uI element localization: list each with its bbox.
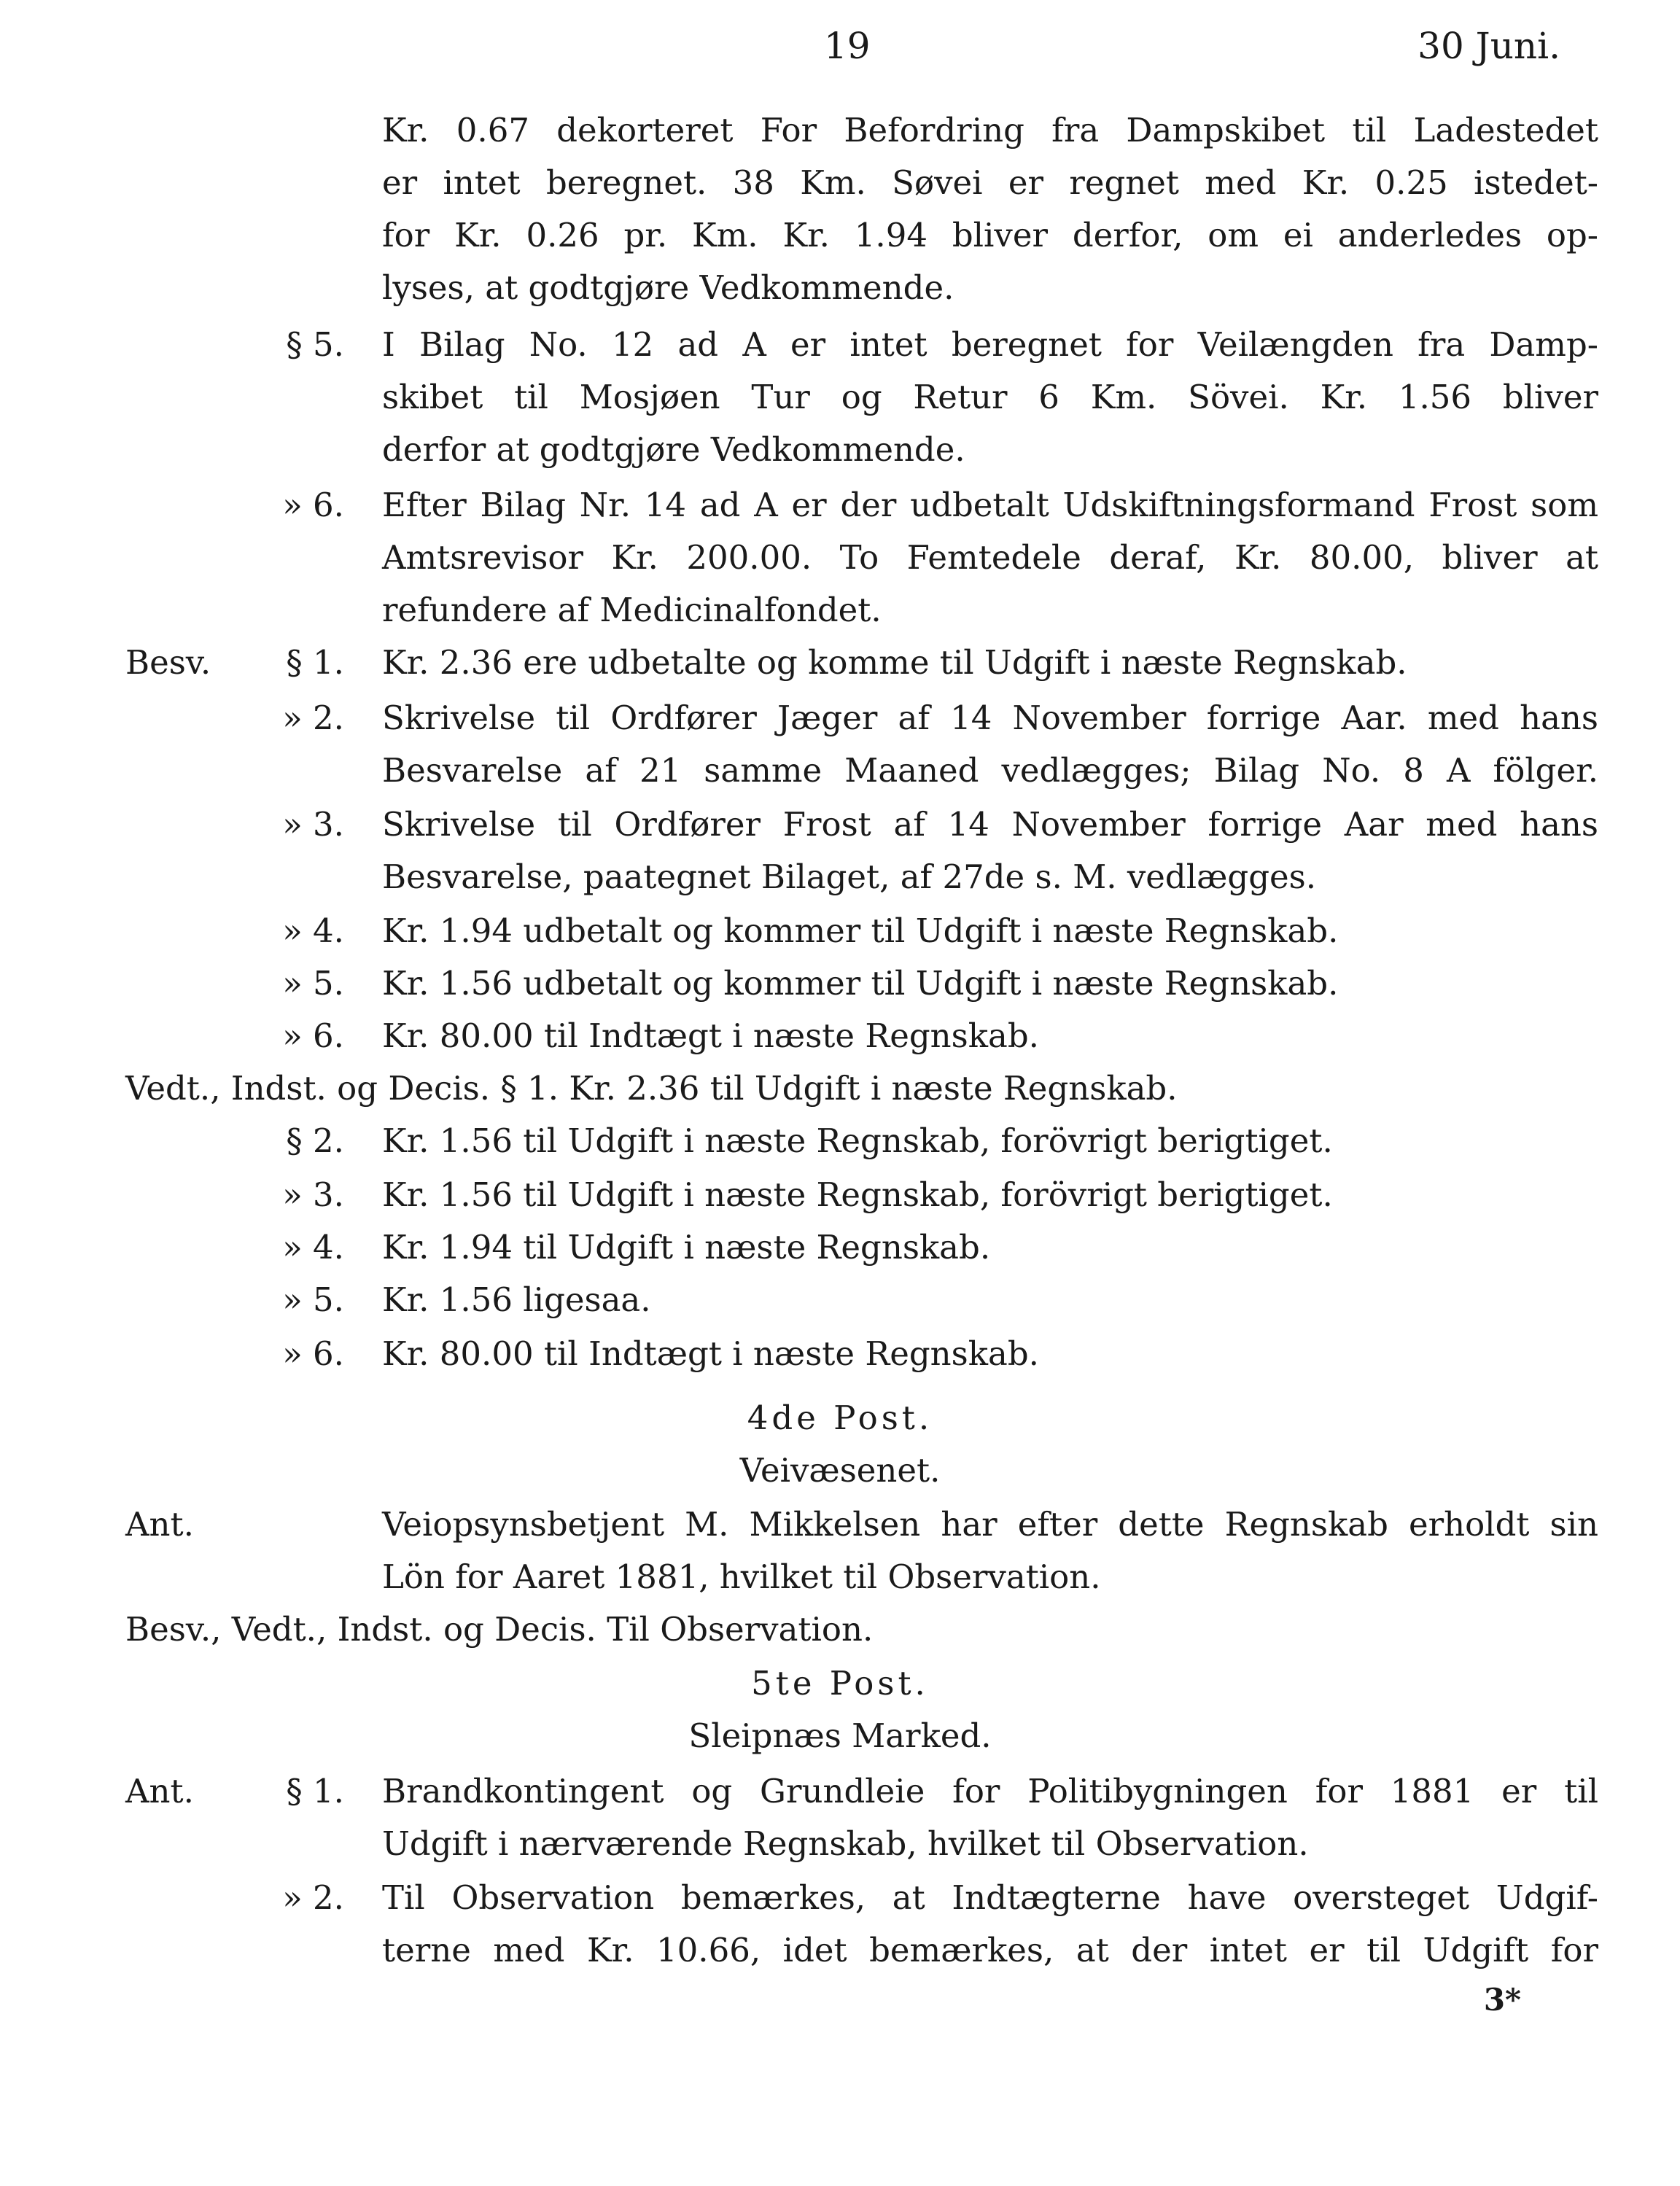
line-text: Kr. 0.67 dekorteret For Befordring fra Dampskibet til Ladestedet (382, 111, 1598, 149)
paragraph-marker: § 2. (286, 1121, 344, 1160)
text-line (0, 156, 1680, 209)
text-line (0, 261, 1680, 314)
line-text: Udgift i nærværende Regnskab, hvilket til Observation. (382, 1824, 1309, 1863)
text-line (0, 957, 1680, 1010)
section-heading: 5te Post. (751, 1664, 929, 1703)
text-line (0, 318, 1680, 371)
text-line (0, 104, 1680, 157)
text-line (0, 531, 1680, 584)
text-line (0, 1603, 1680, 1656)
line-text: refundere af Medicinalfondet. (382, 591, 882, 629)
paragraph-marker: » 3. (282, 1175, 344, 1214)
line-text: Kr. 1.56 til Udgift i næste Regnskab, forövrigt berigtiget. (382, 1175, 1333, 1214)
margin-label: Ant. (125, 1505, 194, 1544)
line-text: Besvarelse af 21 samme Maaned vedlægges; Bilag No. 8 A fölger. (382, 751, 1598, 790)
paragraph-marker: » 4. (282, 911, 344, 950)
line-text: Kr. 1.94 til Udgift i næste Regnskab. (382, 1228, 991, 1267)
line-text: Veiopsynsbetjent M. Mikkelsen har efter dette Regnskab erholdt sin (382, 1505, 1598, 1544)
text-line (0, 1327, 1680, 1380)
text-line (0, 583, 1680, 637)
line-text: Kr. 1.56 til Udgift i næste Regnskab, forövrigt berigtiget. (382, 1121, 1333, 1160)
line-text: Lön for Aaret 1881, hvilket til Observation. (382, 1557, 1101, 1596)
text-line (0, 1009, 1680, 1062)
section-heading: Sleipnæs Marked. (688, 1716, 992, 1755)
paragraph-marker: » 5. (282, 964, 344, 1003)
paragraph-marker: » 2. (282, 1878, 344, 1917)
text-line (0, 1709, 1680, 1762)
text-line (0, 423, 1680, 476)
text-line (0, 1924, 1680, 1977)
text-line (0, 1498, 1680, 1551)
text-line (0, 691, 1680, 744)
line-text: Kr. 80.00 til Indtægt i næste Regnskab. (382, 1334, 1039, 1373)
page-date: 30 Juni. (1418, 25, 1560, 67)
line-text: Kr. 1.56 ligesaa. (382, 1280, 651, 1319)
text-line (0, 1550, 1680, 1603)
text-line (0, 1221, 1680, 1274)
paragraph-marker: » 4. (282, 1228, 344, 1267)
text-line (0, 904, 1680, 957)
line-text: Skrivelse til Ordfører Jæger af 14 November forrige Aar. med hans (382, 699, 1598, 737)
paragraph-marker: § 5. (286, 325, 344, 364)
line-text: Efter Bilag Nr. 14 ad A er der udbetalt Udskiftningsformand Frost som (382, 486, 1598, 524)
signature-mark: 3* (1483, 1982, 1521, 2018)
margin-label: Besv. (125, 643, 211, 682)
margin-label: Ant. (125, 1772, 194, 1810)
text-line (0, 1168, 1680, 1221)
line-text: Skrivelse til Ordfører Frost af 14 November forrige Aar med hans (382, 805, 1598, 844)
section-heading: Veivæsenet. (739, 1451, 941, 1490)
line-text: Kr. 1.94 udbetalt og kommer til Udgift i næste Regnskab. (382, 911, 1339, 950)
line-text: Amtsrevisor Kr. 200.00. To Femtedele deraf, Kr. 80.00, bliver at (382, 538, 1598, 577)
text-line (0, 1765, 1680, 1818)
paragraph-marker: » 6. (282, 1016, 344, 1055)
text-line (0, 1114, 1680, 1167)
text-line (0, 1817, 1680, 1870)
resolution-line: Vedt., Indst. og Decis. § 1. Kr. 2.36 til Udgift i næste Regnskab. (125, 1069, 1178, 1108)
paragraph-marker: » 6. (282, 1334, 344, 1373)
paragraph-marker: § 1. (286, 643, 344, 682)
text-line (0, 850, 1680, 903)
text-line (0, 1273, 1680, 1326)
line-text: for Kr. 0.26 pr. Km. Kr. 1.94 bliver derfor, om ei anderledes op- (382, 216, 1598, 254)
text-line (0, 1391, 1680, 1444)
text-line (0, 636, 1680, 689)
page-number: 19 (824, 25, 871, 67)
paragraph-marker: » 5. (282, 1280, 344, 1319)
line-text: Besvarelse, paategnet Bilaget, af 27de s. M. vedlægges. (382, 857, 1317, 896)
line-text: Kr. 1.56 udbetalt og kommer til Udgift i næste Regnskab. (382, 964, 1339, 1003)
text-line (0, 744, 1680, 797)
text-line (0, 478, 1680, 532)
line-text: skibet til Mosjøen Tur og Retur 6 Km. Sövei. Kr. 1.56 bliver (382, 378, 1598, 416)
line-text: er intet beregnet. 38 Km. Søvei er regnet med Kr. 0.25 istedet- (382, 163, 1598, 202)
line-text: Til Observation bemærkes, at Indtægterne have oversteget Udgif- (382, 1878, 1598, 1917)
text-line (0, 1657, 1680, 1710)
text-line (0, 1444, 1680, 1497)
text-line (0, 209, 1680, 262)
resolution-line: Besv., Vedt., Indst. og Decis. Til Observation. (125, 1610, 874, 1649)
text-line (0, 1062, 1680, 1115)
line-text: Brandkontingent og Grundleie for Politibygningen for 1881 er til (382, 1772, 1598, 1810)
line-text: Kr. 2.36 ere udbetalte og komme til Udgift i næste Regnskab. (382, 643, 1407, 682)
text-line (0, 370, 1680, 424)
text-line (0, 1871, 1680, 1924)
line-text: terne med Kr. 10.66, idet bemærkes, at der intet er til Udgift for (382, 1931, 1598, 1969)
line-text: I Bilag No. 12 ad A er intet beregnet for Veilængden fra Damp- (382, 325, 1598, 364)
section-heading: 4de Post. (747, 1399, 933, 1437)
text-line (0, 798, 1680, 851)
line-text: Kr. 80.00 til Indtægt i næste Regnskab. (382, 1016, 1039, 1055)
paragraph-marker: » 2. (282, 699, 344, 737)
paragraph-marker: » 3. (282, 805, 344, 844)
paragraph-marker: » 6. (282, 486, 344, 524)
paragraph-marker: § 1. (286, 1772, 344, 1810)
line-text: lyses, at godtgjøre Vedkommende. (382, 268, 954, 307)
line-text: derfor at godtgjøre Vedkommende. (382, 430, 965, 469)
